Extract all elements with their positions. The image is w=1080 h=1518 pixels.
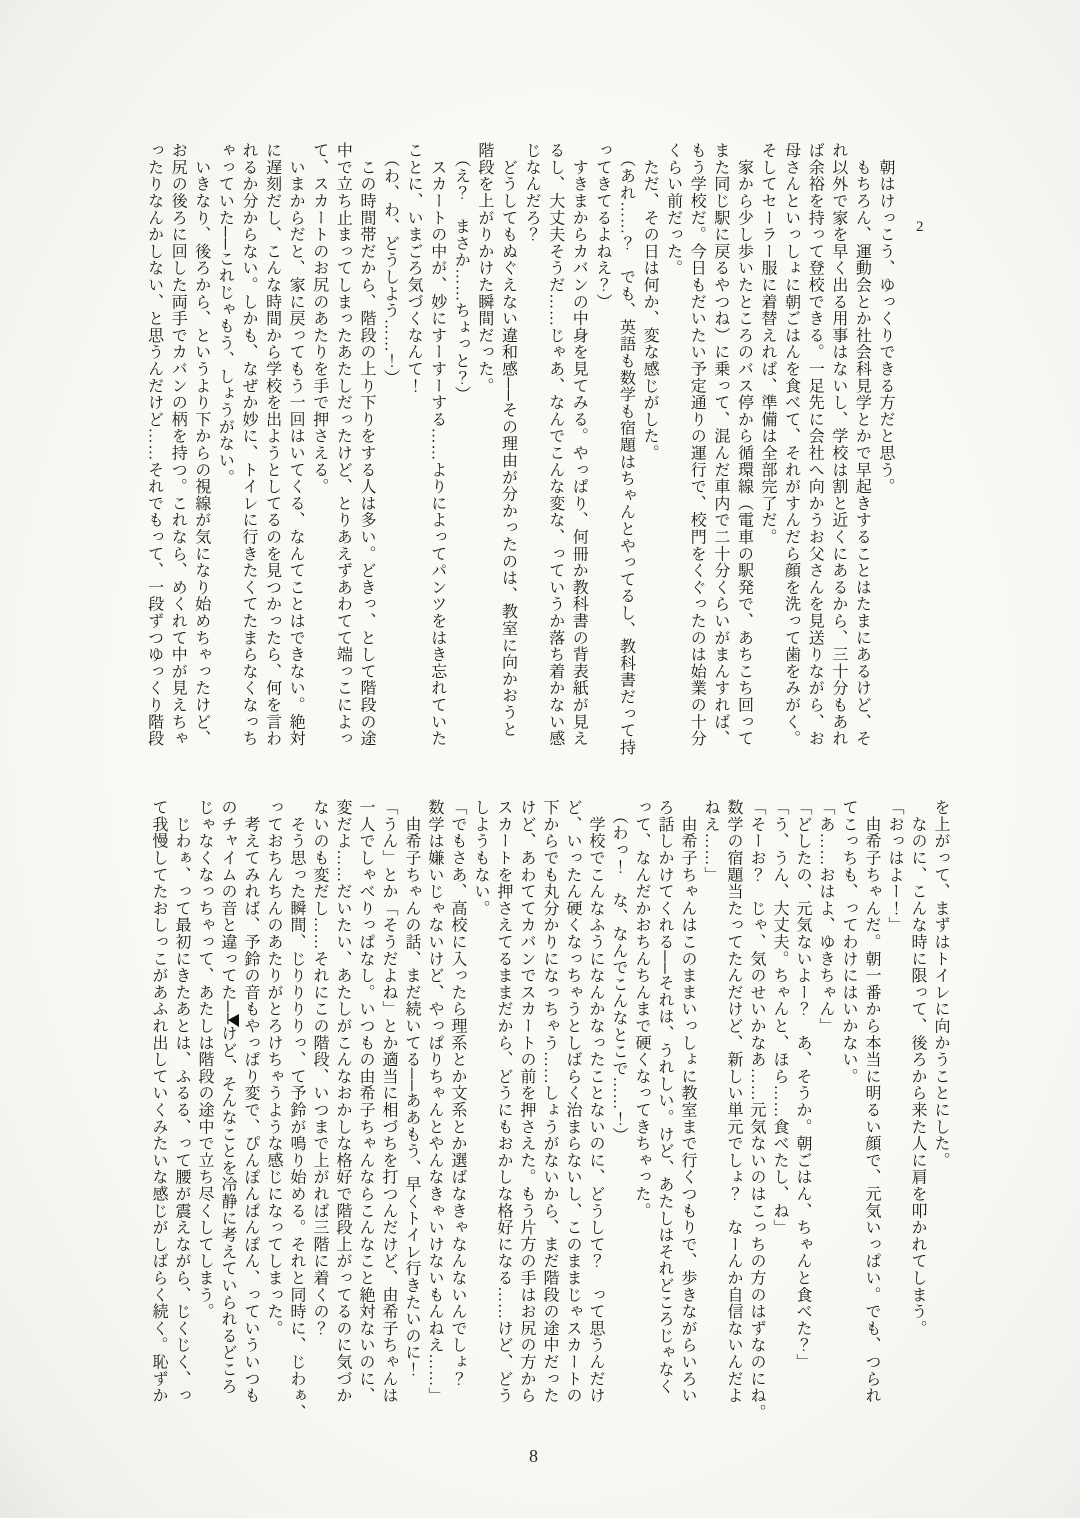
text-line: 学校でこんなふうになんかなったことないのに、どうして？ って思うんだけ: [587, 799, 604, 1404]
text-line: すきまからカバンの中身を見てみる。やっぱり、何冊か教科書の背表紙が見え: [570, 142, 588, 747]
text-line: （あれ……？ でも、英語も数学も宿題はちゃんとやってるし、教科書だって持: [617, 142, 635, 756]
text-line: 中で立ち止まってしまったあたしだったけど、とりあえずあわてて端っこによっ: [334, 142, 352, 747]
text-line: ないのも変だし……それにこの階段、いつまで上がれば三階に着くの？: [311, 799, 328, 1337]
text-block-bottom: [147, 799, 952, 1439]
text-line: この時間帯だから、階段の上り下りをする人は多い。どきっ、として階段の途: [357, 142, 375, 747]
text-line: 下からでも丸分かりになっちゃう……しょうがないから、まだ階段の途中だった: [541, 799, 558, 1404]
text-line: 「おっはよー！」: [886, 799, 903, 934]
text-line: どうしてもぬぐえない違和感──その理由が分かったのは、教室に向かおうと: [499, 142, 517, 738]
text-line: 考えてみれば、予鈴の音もやっぱり変で、ぴんぽんぱんぽん、っていういつも: [242, 799, 259, 1404]
text-line: ゃっていた──これじゃもう、しょうがない。: [216, 142, 234, 486]
text-line: いまからだと、家に戻ってもう一回はいてくる、なんてことはできない。絶対: [287, 142, 305, 747]
text-line: スカートを押さえてるままだから、どうにもおかしな格好になる……けど、どう: [495, 799, 512, 1404]
text-line: （え？ まさか……ちょっと？）: [452, 142, 470, 403]
page-number-bottom: 8: [529, 1446, 538, 1466]
text-line: のチャイムの音と違ってた──けど、そんなことを冷静に考えていられるどころ: [219, 799, 236, 1395]
text-line: を上がって、まずはトイレに向かうことにした。: [932, 799, 949, 1169]
text-line: 由希子ちゃんだ。朝一番から本当に明るい顔で、元気いっぱい。でも、つられ: [863, 799, 880, 1404]
text-line: じゃなくなっちゃって、あたしは階段の途中で立ち尽くしてしまう。: [196, 799, 213, 1320]
text-line: 変だよ……だいたい、あたしがこんなおかしな格好で階段上がってるのに気づか: [334, 799, 351, 1404]
text-line: っておちんちんのあたりがとろけちゃうような感じになってしまった。: [265, 799, 282, 1337]
text-line: スカートの中が、妙にすーすーする……よりによってパンツをはき忘れていた: [428, 142, 446, 747]
page-number-top: 2: [916, 219, 924, 235]
text-line: 由希子ちゃんはこのままいっしょに教室まで行くつもりで、歩きながらいろい: [679, 799, 696, 1404]
text-line: いきなり、後ろから、というより下からの視線が気になり始めちゃったけど、: [192, 142, 210, 747]
text-line: 数学は嫌いじゃないけど、やっぱりちゃんとやんなきゃいけないもんねえ……」: [426, 799, 443, 1404]
text-line: 「どしたの、元気ないよー？ あ、そうか。朝ごはん、ちゃんと食べた？」: [794, 799, 811, 1371]
text-line: （わ、わ、どうしよう……！）: [381, 142, 399, 386]
text-line: もう学校だ。今日もだいたい予定通りの運行で、校門をくぐったのは始業の十分: [688, 142, 706, 747]
text-line: くらい前だった。: [664, 142, 682, 277]
text-line: 一人でしゃべりっぱなし。いつもの由希子ちゃんならこんなこと絶対ないのに、: [357, 799, 374, 1404]
text-line: 数学の宿題当たってたんだけど、新しい単元でしょ？ なーんか自信ないんだよ: [725, 799, 742, 1404]
text-line: 「でもさあ、高校に入ったら理系とか文系とか選ばなきゃなんないんでしょ？: [449, 799, 466, 1387]
text-line: 「うん」とか「そうだよね」とか適当に相づちを打つんだけど、由希子ちゃんは: [380, 799, 397, 1404]
text-line: お尻の後ろに回した両手でカバンの柄を持つ。これなら、めくれて中が見えちゃ: [169, 142, 187, 747]
text-line: れ以外で家を早く出る用事はないし、学校は割と近くにあるから、三十分もあれ: [829, 142, 847, 747]
text-line: また同じ駅に戻るやつね）に乗って、混んだ車内で二十分くらいがまんすれば、: [711, 142, 729, 747]
text-line: じなんだろ？: [523, 142, 541, 243]
text-line: そしてセーラー服に着替えれば、準備は全部完了だ。: [759, 142, 777, 546]
text-line: そう思った瞬間、じりりりりっ、て予鈴が鳴り始める。それと同時に、じわぁ、: [288, 799, 305, 1421]
text-line: 「あ……おはよ、ゆきちゃん」: [817, 799, 834, 1035]
text-line: 母さんといっしょに朝ごはんを食べて、それがすんだら顔を洗って歯をみがく。: [782, 142, 800, 747]
text-block-top: [142, 142, 897, 782]
text-line: ねえ……」: [702, 799, 719, 883]
text-line: るし、大丈夫そうだ……じゃあ、なんでこんな変な、っていうか落ち着かない感: [546, 142, 564, 747]
text-line: 由希子ちゃんの話、まだ続いてる──ああもう、早くトイレ行きたいのに！: [403, 799, 420, 1378]
text-line: ったりなんかしない、と思うんだけど……それでもって、一段ずつゆっくり階段: [145, 142, 163, 747]
text-line: ば余裕を持って登校できる。一足先に会社へ向かうお父さんを見送りながら、お: [806, 142, 824, 747]
text-line: ど、いったん硬くなっちゃうとしばらく治まらないし、このままじゃスカートの: [564, 799, 581, 1404]
text-line: 階段を上がりかけた瞬間だった。: [475, 142, 493, 394]
text-line: って、なんだかおちんちんまで硬くなってきちゃった。: [633, 799, 650, 1219]
text-line: てこっちも、ってわけにはいかない。: [840, 799, 857, 1085]
text-line: て我慢してたおしっこがあふれ出していくみたいな感じがしばらく続く。恥ずか: [150, 799, 167, 1404]
text-line: けど、あわててカバンでスカートの前を押さえた。もう片方の手はお尻の方から: [518, 799, 535, 1404]
text-line: ただ、その日は何か、変な感じがした。: [641, 142, 659, 462]
text-line: じわぁ、って最初にきたあとは、ふるる、って腰が震えながら、じくじく、っ: [173, 799, 190, 1404]
text-line: 朝はけっこう、ゆっくりできる方だと思う。: [877, 142, 894, 495]
text-line: しようもない。: [472, 799, 489, 917]
text-line: 「そーお？ じゃ、気のせいかなあ……元気ないのはこっちの方のはずなのにね。: [748, 799, 765, 1421]
text-line: ことに、いまごろ気づくなんて！: [405, 142, 423, 394]
text-line: （わっ！ な、なんでこんなとこで……！）: [610, 799, 627, 1144]
text-line: れるか分からない。しかも、なぜか妙に、トイレに行きたくてたまらなくなっち: [239, 142, 257, 747]
text-line: ってきてるよねえ？）: [593, 142, 611, 310]
text-line: 「う、うん、大丈夫。ちゃんと、ほら……食べたし、ね」: [771, 799, 788, 1236]
text-line: て、スカートのお尻のあたりを手で押さえる。: [310, 142, 328, 495]
ink-blot-artifact: [228, 1014, 239, 1027]
text-line: 家から少し歩いたところのバス停から循環線（電車の駅発で、あちこち回って: [735, 142, 753, 747]
text-line: なのに、こんな時に限って、後ろから来た人に肩を叩かれてしまう。: [909, 799, 926, 1337]
text-line: に遅刻だし、こんな時間から学校を出ようとしてるのを見つかったら、何を言わ: [263, 142, 281, 747]
text-line: もちろん、運動会とか社会科見学とかで早起きすることはたまにあるけど、そ: [853, 142, 871, 747]
text-line: ろ話しかけてくれる──それは、うれしい。けど、あたしはそれどころじゃなく: [656, 799, 673, 1395]
